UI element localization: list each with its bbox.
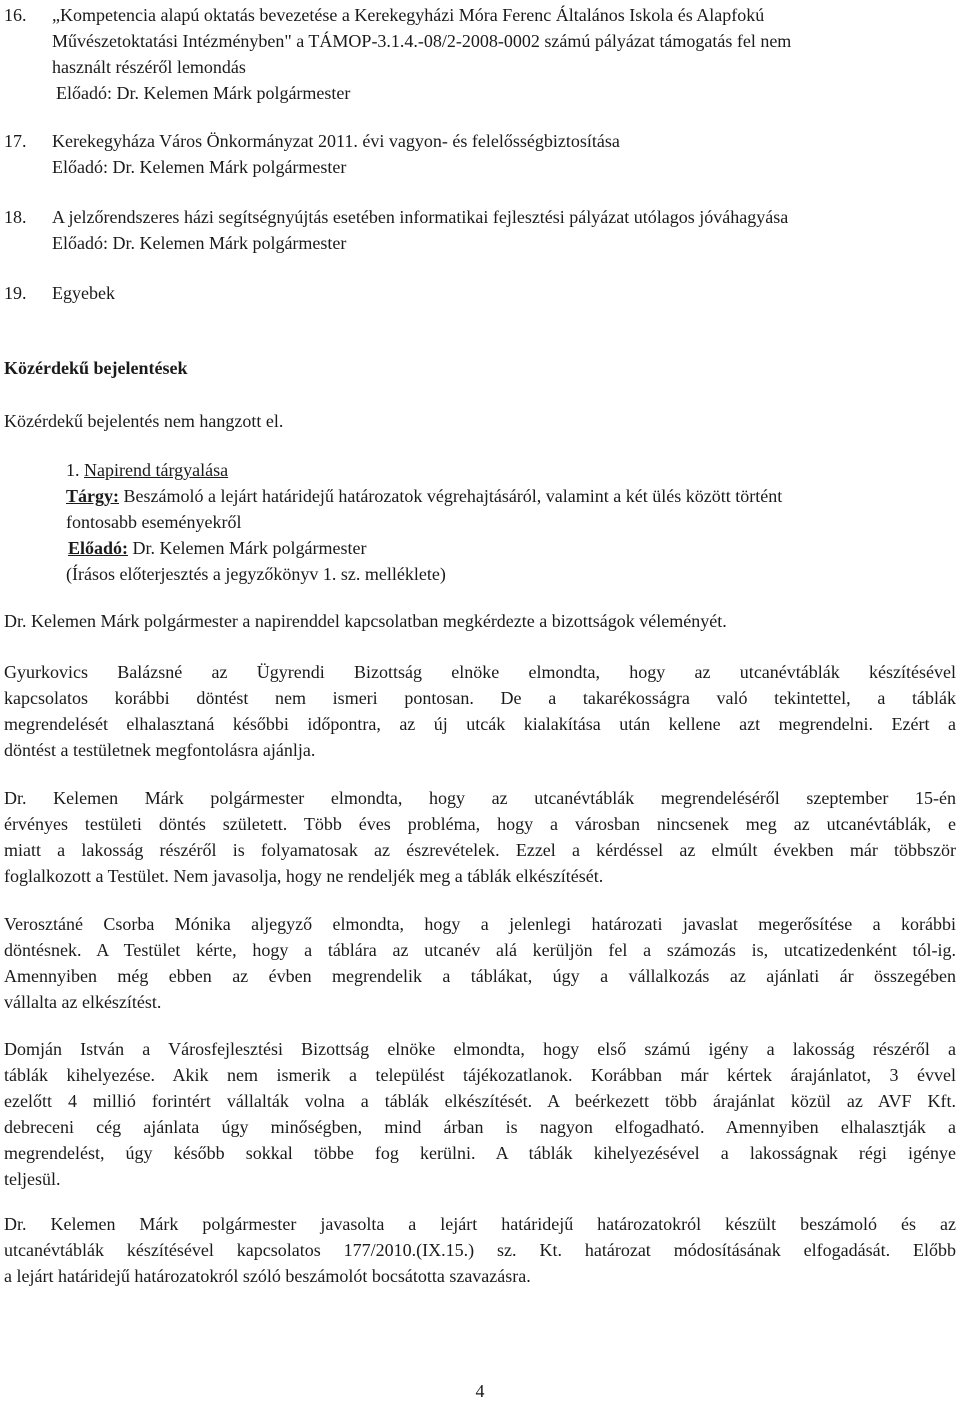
agenda-title-line: használt részéről lemondás — [52, 57, 246, 77]
paragraph — [4, 1211, 956, 1289]
agenda-item-19 — [4, 280, 956, 306]
paragraph-line: megrendelését elhalasztaná későbbi időpontra, az új utcák kialakítása után kellene azt megrendelni. Ezért a — [4, 714, 956, 734]
item-1 — [66, 457, 956, 587]
paragraph-line: érvényes testületi döntés született. Több éves probléma, hogy a városban nincsenek meg az utcanévtáblák, e — [4, 814, 956, 834]
paragraph-line: Domján István a Városfejlesztési Bizottság elnöke elmondta, hogy első számú igény a lakosság részéről a — [4, 1039, 956, 1059]
paragraph — [4, 659, 956, 763]
agenda-number: 18. — [4, 207, 27, 227]
paragraph-line: Verosztáné Csorba Mónika aljegyző elmondta, hogy a jelenlegi határozati javaslat megerősítése a korábbi — [4, 914, 956, 934]
presenter-text: Dr. Kelemen Márk polgármester — [128, 538, 367, 558]
page-number: 4 — [475, 1381, 485, 1401]
agenda-title-line: „Kompetencia alapú oktatás bevezetése a Kerekegyházi Móra Ferenc Általános Iskola és Alapfokú — [52, 5, 765, 25]
subject-label: Tárgy: — [66, 486, 119, 506]
paragraph-line: döntésnek. A Testület kérte, hogy a táblára az utcanév alá kerüljön fel a számozás is, utcatizedenként tól-ig. — [4, 940, 956, 960]
paragraph-line: Dr. Kelemen Márk polgármester javasolta a lejárt határidejű határozatokról készült beszámoló és az — [4, 1214, 956, 1234]
agenda-number: 19. — [4, 283, 27, 303]
paragraph-line: Gyurkovics Balázsné az Ügyrendi Bizottság elnöke elmondta, hogy az utcanévtáblák készítésével — [4, 662, 956, 682]
agenda-title-line: Egyebek — [52, 283, 115, 303]
agenda-presenter: Előadó: Dr. Kelemen Márk polgármester — [52, 157, 347, 177]
agenda-title-line: Művészetoktatási Intézményben" a TÁMOP-3.1.4.-08/2-2008-0002 számú pályázat támogatás fel nem — [52, 31, 792, 51]
paragraph — [4, 608, 956, 634]
agenda-presenter: Előadó: Dr. Kelemen Márk polgármester — [52, 233, 347, 253]
section-heading: Közérdekű bejelentések — [4, 358, 188, 378]
agenda-presenter: Előadó: Dr. Kelemen Márk polgármester — [56, 83, 351, 103]
paragraph — [4, 785, 956, 889]
paragraph-line: táblák kihelyezése. Akik nem ismerik a települést tájékozatlanok. Korábban már kértek árajánlatot, 3 évvel — [4, 1065, 956, 1085]
agenda-title-line: Kerekegyháza Város Önkormányzat 2011. évi vagyon- és felelősségbiztosítása — [52, 131, 620, 151]
presenter-label: Előadó: — [68, 538, 129, 558]
paragraph-line: Dr. Kelemen Márk polgármester elmondta, hogy az utcanévtáblák megrendeléséről szeptember 15-én — [4, 788, 956, 808]
paragraph-line: miatt a lakosság részéről is folyamatosak az észrevételek. Ezzel a kérdéssel az elmúlt években már többször — [4, 840, 956, 860]
paragraph — [4, 1036, 956, 1192]
paragraph-line: Amennyiben még ebben az évben megrendelik a táblákat, úgy a vállalkozás az ajánlati ár összegében — [4, 966, 956, 986]
paragraph-line: döntést a testületnek megfontolásra ajánlja. — [4, 740, 316, 760]
public-announcement-text: Közérdekű bejelentés nem hangzott el. — [4, 411, 284, 431]
paragraph-line: a lejárt határidejű határozatokról szóló beszámolót bocsátotta szavazásra. — [4, 1266, 531, 1286]
agenda-title-line: A jelzőrendszeres házi segítségnyújtás esetében informatikai fejlesztési pályázat utólagos jóváhagyása — [52, 207, 789, 227]
paragraph-line: Dr. Kelemen Márk polgármester a napirenddel kapcsolatban megkérdezte a bizottságok véleményét. — [4, 611, 727, 631]
agenda-item-18 — [4, 204, 956, 256]
agenda-item-16 — [4, 2, 956, 106]
paragraph-line: vállalta az elkészítést. — [4, 992, 162, 1012]
agenda-number: 16. — [4, 5, 27, 25]
attachment-note: (Írásos előterjesztés a jegyzőkönyv 1. sz. melléklete) — [66, 564, 446, 584]
paragraph-line: utcanévtáblák készítésével kapcsolatos 177/2010.(IX.15.) sz. Kt. határozat módosításának elfogadását. Előbb — [4, 1240, 956, 1260]
paragraph-line: teljesül. — [4, 1169, 61, 1189]
paragraph — [4, 911, 956, 1015]
subject-text: Beszámoló a lejárt határidejű határozatok végrehajtásáról, valamint a két ülés között történt — [119, 486, 783, 506]
agenda-number: 17. — [4, 131, 27, 151]
item-number: 1. — [66, 460, 80, 480]
subject-text: fontosabb eseményekről — [66, 512, 242, 532]
agenda-item-17 — [4, 128, 956, 180]
paragraph-line: foglalkozott a Testület. Nem javasolja, hogy ne rendeljék meg a táblák elkészítését. — [4, 866, 604, 886]
paragraph-line: ezelőtt 4 millió forintért vállalták volna a táblák elkészítését. A beérkezett több árajánlat közül az AVF Kft. — [4, 1091, 956, 1111]
paragraph-line: megrendelést, úgy később sokkal többe fog kerülni. A táblák kihelyezésével a lakosságnak régi igénye — [4, 1143, 956, 1163]
paragraph-line: kapcsolatos korábbi döntést nem ismeri pontosan. De a takarékosságra való tekintettel, a táblák — [4, 688, 956, 708]
paragraph-line: debreceni cég ajánlata úgy minőségben, mind árban is nagyon elfogadható. Amennyiben elhalasztják a — [4, 1117, 956, 1137]
item-title: Napirend tárgyalása — [84, 460, 229, 480]
